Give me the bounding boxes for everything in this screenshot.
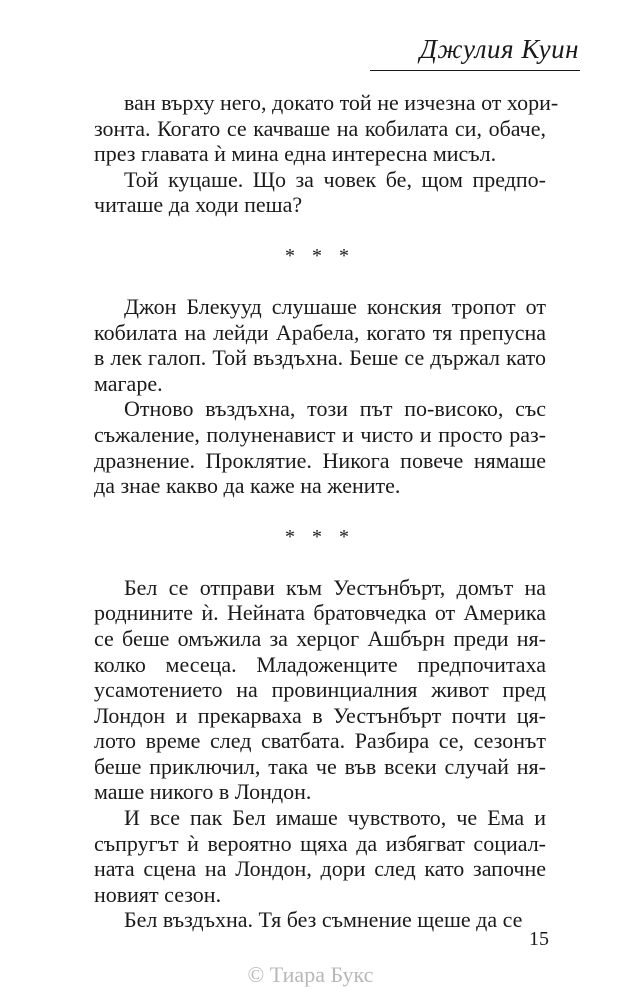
text-line: Бел се отправи към Уестънбърт, домът на	[124, 574, 546, 600]
text-line: Бел въздъхна. Тя без съмнение щеше да се	[124, 907, 523, 933]
text-line: Лондон и прекарваха в Уестънбърт почти ця-	[94, 702, 546, 728]
text-line: се беше омъжила за херцог Ашбърн преди ня-	[94, 625, 546, 651]
paragraph	[94, 907, 546, 933]
text-line: дразнение. Проклятие. Никога повече нямаше	[94, 447, 546, 473]
text-line: ната сцена на Лондон, дори след като започне	[94, 856, 546, 882]
text-line: новият сезон.	[94, 881, 222, 907]
section-separator: * * *	[285, 244, 355, 267]
text-line: Той куцаше. Що за човек бе, щом предпо-	[124, 166, 546, 192]
text-line: Джон Блекууд слушаше конския тропот от	[124, 293, 546, 319]
text-line: кобилата на лейди Арабела, когато тя препусна	[94, 319, 546, 345]
text-line: И все пак Бел имаше чувството, че Ема и	[124, 805, 546, 831]
paragraph	[94, 805, 546, 907]
text-line: съпругът ѝ вероятно щяха да избягват социал-	[94, 830, 546, 856]
text-line: читаше да ходи пеша?	[94, 192, 303, 218]
text-line: през главата ѝ мина една интересна мисъл.	[94, 141, 497, 167]
section-separator: * * *	[285, 525, 355, 548]
text-line: колко месеца. Младоженците предпочитаха	[94, 651, 546, 677]
page-number: 15	[529, 928, 549, 950]
header-rule	[370, 70, 580, 71]
paragraph	[94, 294, 546, 396]
text-line: Отново въздъхна, този път по-високо, със	[124, 396, 546, 422]
text-line: беше приключил, така че във всеки случай ня-	[94, 753, 546, 779]
text-line: в лек галоп. Той въздъхна. Беше се държал като	[94, 345, 546, 371]
paragraph	[94, 167, 546, 218]
paragraph	[94, 90, 559, 167]
text-line: магаре.	[94, 370, 163, 396]
text-line: маше никого в Лондон.	[94, 779, 312, 805]
text-line: зонта. Когато се качваше на кобилата си, обаче,	[94, 115, 546, 141]
text-line: роднините ѝ. Нейната братовчедка от Америка	[94, 600, 546, 626]
paragraph	[94, 575, 546, 805]
text-line: ван върху него, докато той не изчезна от хори-	[124, 90, 559, 115]
text-line: да знае какво да каже на жените.	[94, 473, 401, 499]
text-line: усамотението на провинциалния живот пред	[94, 677, 546, 703]
text-line: лото време след сватбата. Разбира се, сезонът	[94, 728, 546, 754]
watermark: © Тиара Букс	[247, 962, 374, 987]
page-body	[94, 90, 559, 933]
paragraph	[94, 396, 546, 498]
running-header	[420, 32, 579, 66]
header-author: Джулия Куин	[419, 34, 579, 64]
text-line: съжаление, полуненавист и чисто и просто раз-	[94, 421, 546, 447]
